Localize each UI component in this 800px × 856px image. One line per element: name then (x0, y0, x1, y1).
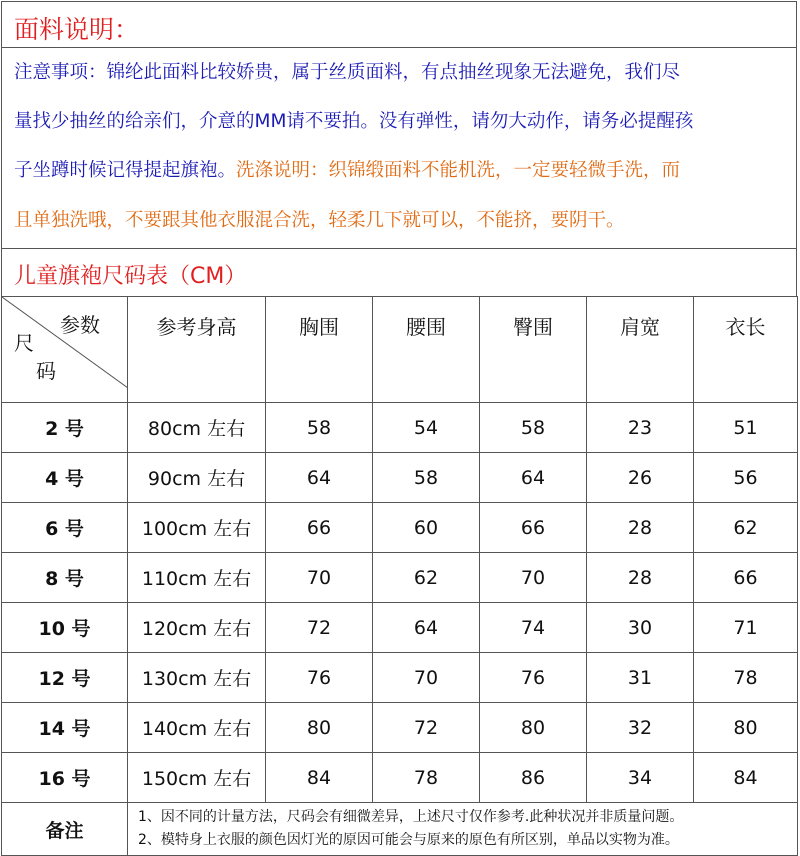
size-cell: 14 号 (2, 703, 128, 753)
care-note-text: 注意事项：锦纶此面料比较娇贵，属于丝质面料，有点抽丝现象无法避免，我们尽 (14, 62, 681, 83)
shoulder-cell: 28 (587, 553, 694, 603)
corner-size-label-2: 码 (36, 359, 56, 383)
length-cell: 80 (694, 703, 798, 753)
table-row (2, 553, 798, 603)
size-cell: 10 号 (2, 603, 128, 653)
shoulder-cell: 30 (587, 603, 694, 653)
height-cell: 110cm 左右 (128, 553, 266, 603)
hip-cell: 66 (480, 503, 587, 553)
notes-line-1 (14, 60, 790, 86)
table-row (2, 403, 798, 453)
table-header-row (2, 297, 798, 403)
table-row (2, 603, 798, 653)
waist-cell: 54 (373, 403, 480, 453)
hip-cell: 76 (480, 653, 587, 703)
remark-line-1: 1、因不同的计量方法，尺码会有细微差异，上述尺寸仅作参考.此种状况并非质量问题。 (138, 809, 684, 825)
notes-line-4 (14, 208, 790, 234)
chest-cell: 76 (266, 653, 373, 703)
shoulder-cell: 34 (587, 753, 694, 803)
waist-cell: 64 (373, 603, 480, 653)
care-note-text: 子坐蹲时候记得提起旗袍。 (14, 160, 237, 181)
shoulder-cell: 23 (587, 403, 694, 453)
fabric-section-header (1, 1, 797, 48)
fabric-title: 面料说明： (14, 15, 140, 44)
waist-cell: 70 (373, 653, 480, 703)
height-cell: 120cm 左右 (128, 603, 266, 653)
hip-cell: 80 (480, 703, 587, 753)
table-row (2, 453, 798, 503)
corner-param-label: 参数 (60, 313, 100, 337)
shoulder-cell: 31 (587, 653, 694, 703)
chest-cell: 72 (266, 603, 373, 653)
notes-line-3 (14, 158, 790, 184)
waist-cell: 58 (373, 453, 480, 503)
chest-cell: 64 (266, 453, 373, 503)
hip-cell: 74 (480, 603, 587, 653)
hip-cell: 64 (480, 453, 587, 503)
notes-line-2 (14, 109, 790, 135)
table-row (2, 503, 798, 553)
size-cell: 6 号 (2, 503, 128, 553)
waist-cell: 72 (373, 703, 480, 753)
waist-cell: 78 (373, 753, 480, 803)
height-cell: 90cm 左右 (128, 453, 266, 503)
height-cell: 150cm 左右 (128, 753, 266, 803)
height-cell: 80cm 左右 (128, 403, 266, 453)
hip-cell: 70 (480, 553, 587, 603)
size-chart-title: 儿童旗袍尺码表（CM） (14, 264, 247, 289)
size-cell: 4 号 (2, 453, 128, 503)
header-shoulder: 肩宽 (587, 297, 694, 403)
corner-size-label-1: 尺 (14, 331, 34, 355)
remarks-row (2, 803, 798, 856)
length-cell: 56 (694, 453, 798, 503)
shoulder-cell: 32 (587, 703, 694, 753)
wash-instructions-text: 且单独洗哦，不要跟其他衣服混合洗，轻柔几下就可以，不能挤，要阴干。 (14, 210, 625, 231)
table-row (2, 703, 798, 753)
size-chart-header (1, 248, 797, 297)
chest-cell: 70 (266, 553, 373, 603)
waist-cell: 60 (373, 503, 480, 553)
chest-cell: 66 (266, 503, 373, 553)
length-cell: 51 (694, 403, 798, 453)
chest-cell: 84 (266, 753, 373, 803)
care-note-text: 量找少抽丝的给亲们，介意的MM请不要拍。没有弹性，请勿大动作，请务必提醒孩 (14, 111, 694, 132)
length-cell: 84 (694, 753, 798, 803)
size-table (1, 296, 798, 856)
hip-cell: 58 (480, 403, 587, 453)
chest-cell: 58 (266, 403, 373, 453)
remarks-cell (128, 803, 798, 856)
shoulder-cell: 28 (587, 503, 694, 553)
chest-cell: 80 (266, 703, 373, 753)
notes-block (1, 48, 797, 248)
height-cell: 130cm 左右 (128, 653, 266, 703)
size-cell: 2 号 (2, 403, 128, 453)
table-row (2, 753, 798, 803)
header-chest: 胸围 (266, 297, 373, 403)
header-hip: 臀围 (480, 297, 587, 403)
length-cell: 78 (694, 653, 798, 703)
header-length: 衣长 (694, 297, 798, 403)
header-height: 参考身高 (128, 297, 266, 403)
size-cell: 16 号 (2, 753, 128, 803)
size-cell: 12 号 (2, 653, 128, 703)
length-cell: 66 (694, 553, 798, 603)
wash-instructions-text: 洗涤说明：织锦缎面料不能机洗，一定要轻微手洗，而 (236, 160, 681, 181)
remark-line-2: 2、模特身上衣服的颜色因灯光的原因可能会与原来的原色有所区别，单品以实物为准。 (138, 832, 679, 848)
corner-header-cell (2, 297, 128, 403)
height-cell: 140cm 左右 (128, 703, 266, 753)
size-cell: 8 号 (2, 553, 128, 603)
waist-cell: 62 (373, 553, 480, 603)
length-cell: 62 (694, 503, 798, 553)
remarks-label: 备注 (2, 803, 128, 856)
header-waist: 腰围 (373, 297, 480, 403)
height-cell: 100cm 左右 (128, 503, 266, 553)
length-cell: 71 (694, 603, 798, 653)
shoulder-cell: 26 (587, 453, 694, 503)
table-row (2, 653, 798, 703)
hip-cell: 86 (480, 753, 587, 803)
